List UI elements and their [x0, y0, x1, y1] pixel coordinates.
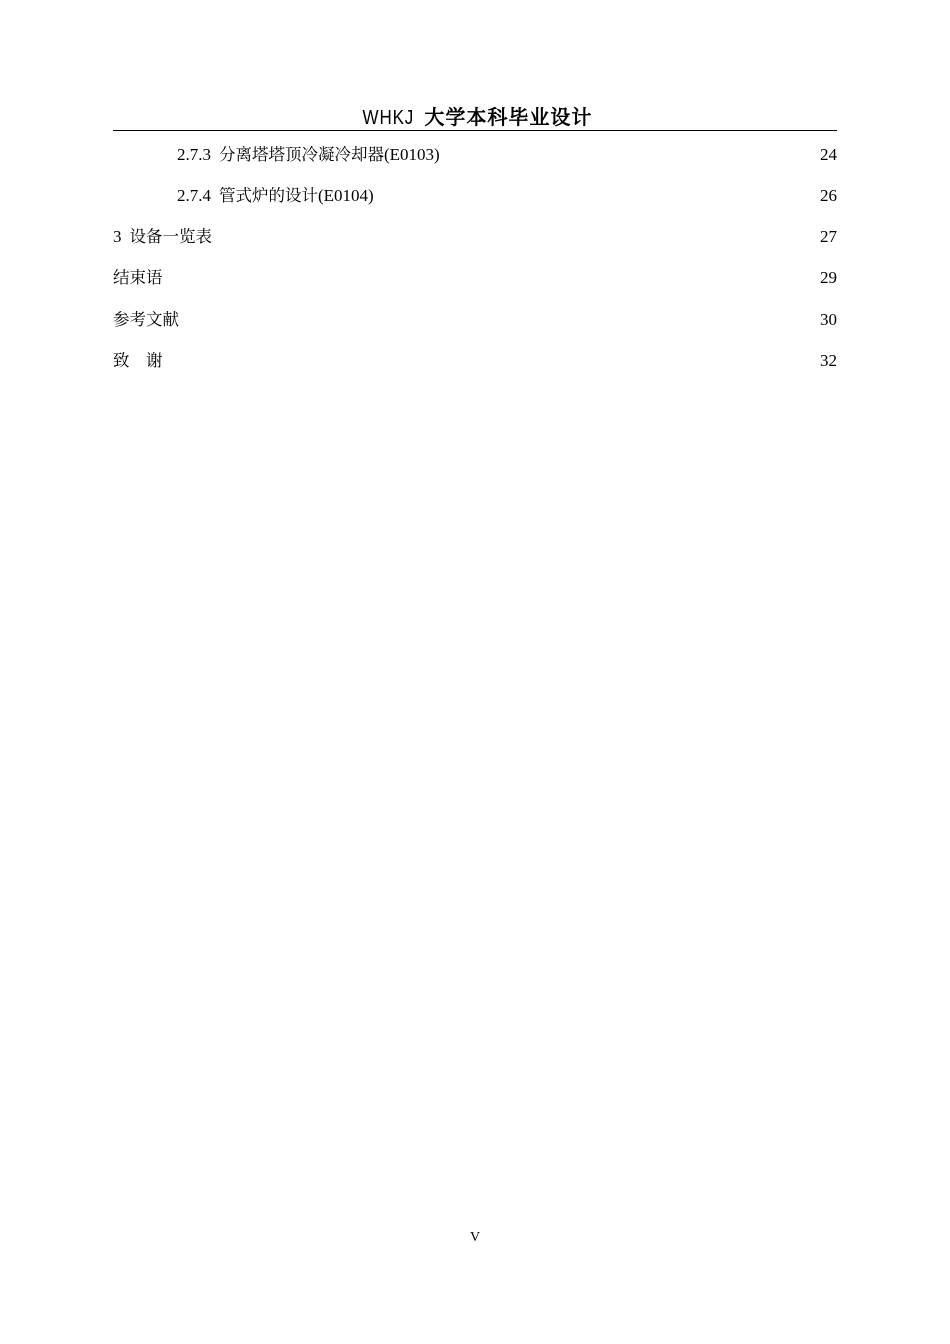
toc-entry-number: 2.7.4 — [177, 186, 211, 205]
toc-entry-page: 29 — [820, 268, 837, 287]
toc-entry-code: (E0104) — [318, 186, 374, 205]
toc-entry-title: 设备一览表 — [129, 227, 212, 246]
toc-entry-page: 32 — [820, 351, 837, 370]
toc-entry-3[interactable] — [113, 224, 837, 250]
toc-entry-number: 3 — [113, 227, 122, 246]
toc-entry-acknowledgements[interactable] — [113, 348, 837, 374]
toc-entry-text — [113, 307, 179, 333]
toc-entry-2-7-3[interactable] — [113, 142, 837, 168]
toc-entry-text — [177, 142, 440, 168]
toc-entry-number: 2.7.3 — [177, 145, 211, 164]
toc-entry-title: 致 谢 — [113, 351, 163, 370]
page-number: V — [469, 1230, 481, 1245]
toc-entry-text — [113, 224, 212, 250]
header-title-latin: WHKJ — [362, 107, 414, 129]
toc-entry-references[interactable] — [113, 307, 837, 333]
toc-entry-title-text: 管式炉的设计 — [219, 186, 318, 205]
toc-entry-text — [113, 348, 163, 374]
toc-entry-2-7-4[interactable] — [113, 183, 837, 209]
toc-entry-text — [113, 265, 163, 291]
toc-entry-title — [219, 186, 374, 205]
toc-entry-page: 27 — [820, 227, 837, 246]
toc-entry-page: 30 — [820, 310, 837, 329]
toc-entry-title — [219, 145, 440, 164]
header-title-cjk: 大学本科毕业设计 — [424, 105, 593, 129]
toc-entry-page: 24 — [820, 145, 837, 164]
toc-entry-title: 参考文献 — [113, 310, 179, 329]
toc-entry-text — [177, 183, 374, 209]
toc-entry-title: 结束语 — [113, 268, 163, 287]
toc-entry-conclusion[interactable] — [113, 265, 837, 291]
page-header — [113, 104, 837, 130]
toc-entry-code: (E0103) — [384, 145, 440, 164]
toc-entry-page: 26 — [820, 186, 837, 205]
header-rule — [113, 130, 837, 131]
toc-entry-title-text: 分离塔塔顶冷凝冷却器 — [219, 145, 384, 164]
